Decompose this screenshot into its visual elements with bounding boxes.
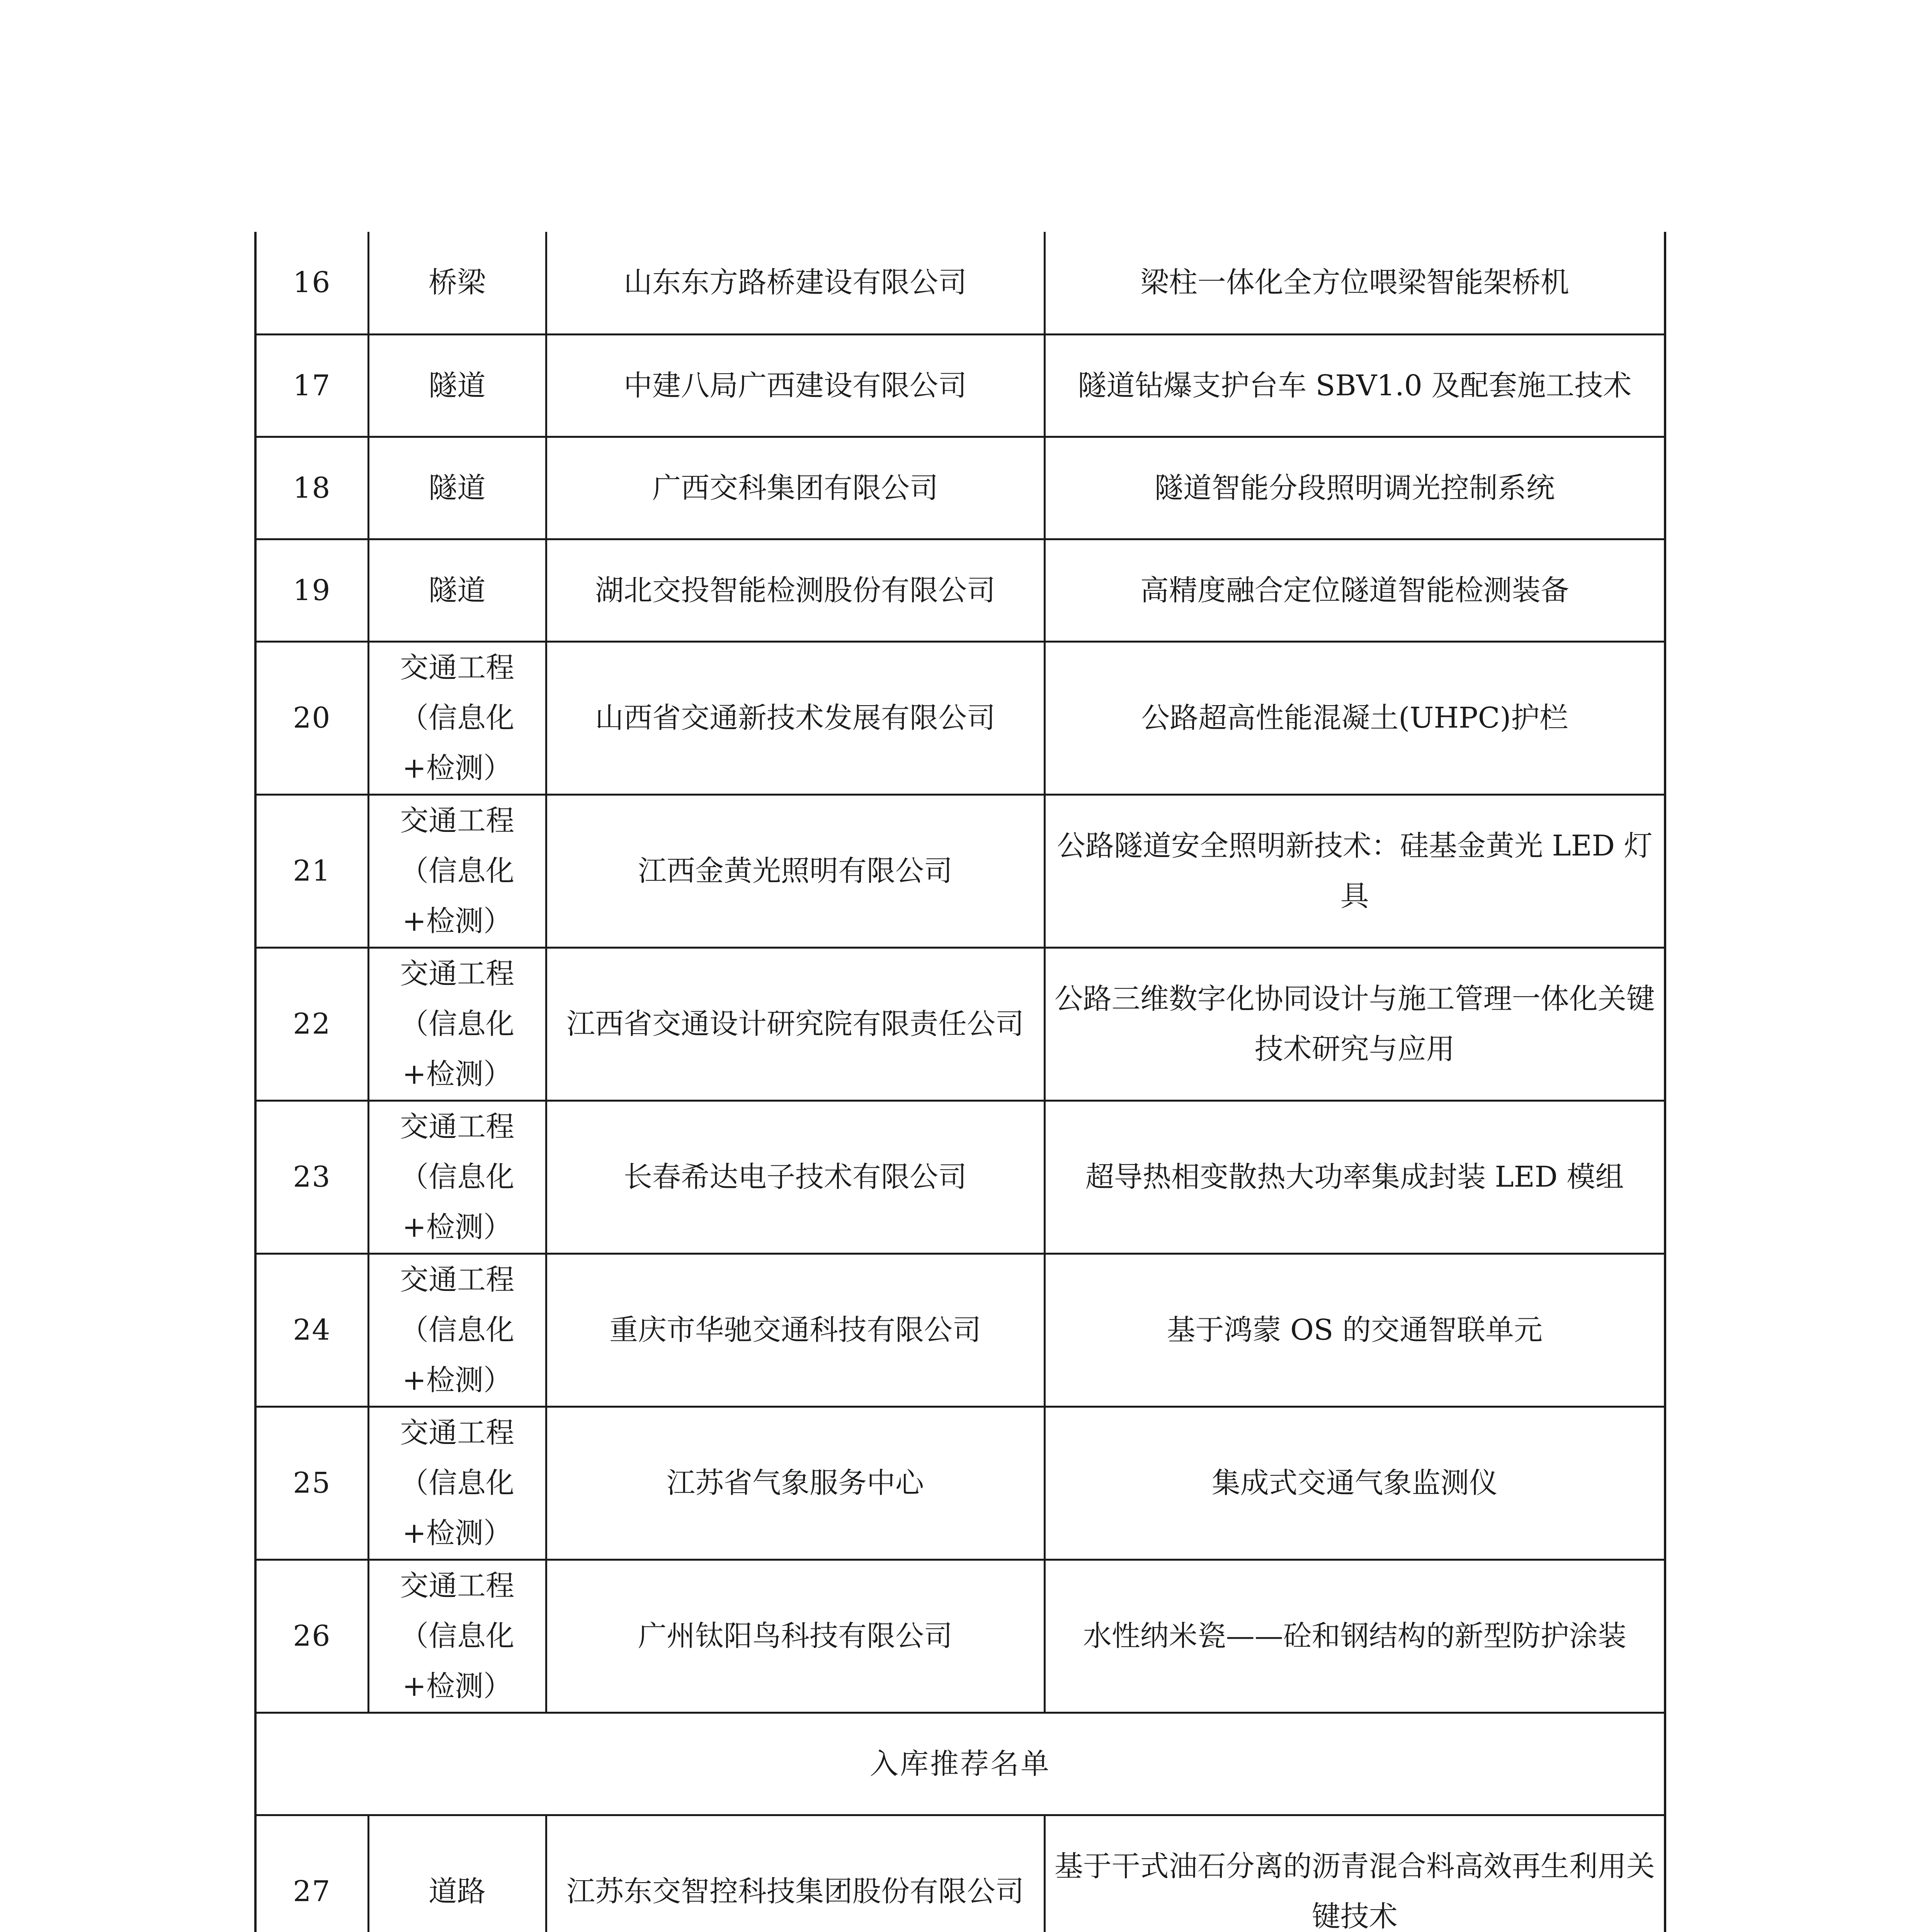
table-row — [255, 1100, 1665, 1253]
row-company: 广西交科集团有限公司 — [546, 437, 1044, 539]
row-category: 交通工程（信息化+检测） — [368, 1406, 546, 1560]
row-number: 23 — [255, 1100, 368, 1253]
recommendation-table — [254, 232, 1666, 1932]
table-row — [255, 794, 1665, 947]
table-row — [255, 1815, 1665, 1932]
row-project: 公路三维数字化协同设计与施工管理一体化关键技术研究与应用 — [1044, 947, 1665, 1100]
row-number: 20 — [255, 641, 368, 794]
row-number: 24 — [255, 1253, 368, 1406]
row-project: 公路超高性能混凝土(UHPC)护栏 — [1044, 641, 1665, 794]
table-row — [255, 437, 1665, 539]
row-number: 16 — [255, 232, 368, 334]
row-category: 隧道 — [368, 334, 546, 437]
row-company: 广州钛阳鸟科技有限公司 — [546, 1560, 1044, 1713]
row-company: 山东东方路桥建设有限公司 — [546, 232, 1044, 334]
table-row — [255, 1560, 1665, 1713]
row-category: 交通工程（信息化+检测） — [368, 1253, 546, 1406]
row-category: 隧道 — [368, 539, 546, 641]
row-project: 水性纳米瓷——砼和钢结构的新型防护涂装 — [1044, 1560, 1665, 1713]
section-title: 入库推荐名单 — [255, 1713, 1665, 1815]
row-category: 交通工程（信息化+检测） — [368, 1100, 546, 1253]
row-category: 交通工程（信息化+检测） — [368, 1560, 546, 1713]
row-category: 交通工程（信息化+检测） — [368, 641, 546, 794]
row-company: 中建八局广西建设有限公司 — [546, 334, 1044, 437]
row-company: 重庆市华驰交通科技有限公司 — [546, 1253, 1044, 1406]
row-company: 江西金黄光照明有限公司 — [546, 794, 1044, 947]
row-project: 基于干式油石分离的沥青混合料高效再生利用关键技术 — [1044, 1815, 1665, 1932]
table-row — [255, 1406, 1665, 1560]
row-project: 高精度融合定位隧道智能检测装备 — [1044, 539, 1665, 641]
row-number: 19 — [255, 539, 368, 641]
table-row — [255, 334, 1665, 437]
row-number: 18 — [255, 437, 368, 539]
row-category: 隧道 — [368, 437, 546, 539]
row-company: 长春希达电子技术有限公司 — [546, 1100, 1044, 1253]
row-project: 超导热相变散热大功率集成封装 LED 模组 — [1044, 1100, 1665, 1253]
row-number: 21 — [255, 794, 368, 947]
table-row — [255, 947, 1665, 1100]
row-category: 交通工程（信息化+检测） — [368, 947, 546, 1100]
row-category: 交通工程（信息化+检测） — [368, 794, 546, 947]
row-project: 隧道钻爆支护台车 SBV1.0 及配套施工技术 — [1044, 334, 1665, 437]
row-company: 江苏东交智控科技集团股份有限公司 — [546, 1815, 1044, 1932]
row-number: 27 — [255, 1815, 368, 1932]
row-company: 江苏省气象服务中心 — [546, 1406, 1044, 1560]
row-category: 道路 — [368, 1815, 546, 1932]
row-project: 隧道智能分段照明调光控制系统 — [1044, 437, 1665, 539]
row-number: 22 — [255, 947, 368, 1100]
row-company: 江西省交通设计研究院有限责任公司 — [546, 947, 1044, 1100]
row-number: 25 — [255, 1406, 368, 1560]
row-number: 26 — [255, 1560, 368, 1713]
table-row — [255, 539, 1665, 641]
row-project: 基于鸿蒙 OS 的交通智联单元 — [1044, 1253, 1665, 1406]
section-row — [255, 1713, 1665, 1815]
row-project: 梁柱一体化全方位喂梁智能架桥机 — [1044, 232, 1665, 334]
row-number: 17 — [255, 334, 368, 437]
row-company: 湖北交投智能检测股份有限公司 — [546, 539, 1044, 641]
table-row — [255, 1253, 1665, 1406]
row-category: 桥梁 — [368, 232, 546, 334]
row-project: 公路隧道安全照明新技术：硅基金黄光 LED 灯具 — [1044, 794, 1665, 947]
row-company: 山西省交通新技术发展有限公司 — [546, 641, 1044, 794]
table-row — [255, 641, 1665, 794]
row-project: 集成式交通气象监测仪 — [1044, 1406, 1665, 1560]
table-row — [255, 232, 1665, 334]
